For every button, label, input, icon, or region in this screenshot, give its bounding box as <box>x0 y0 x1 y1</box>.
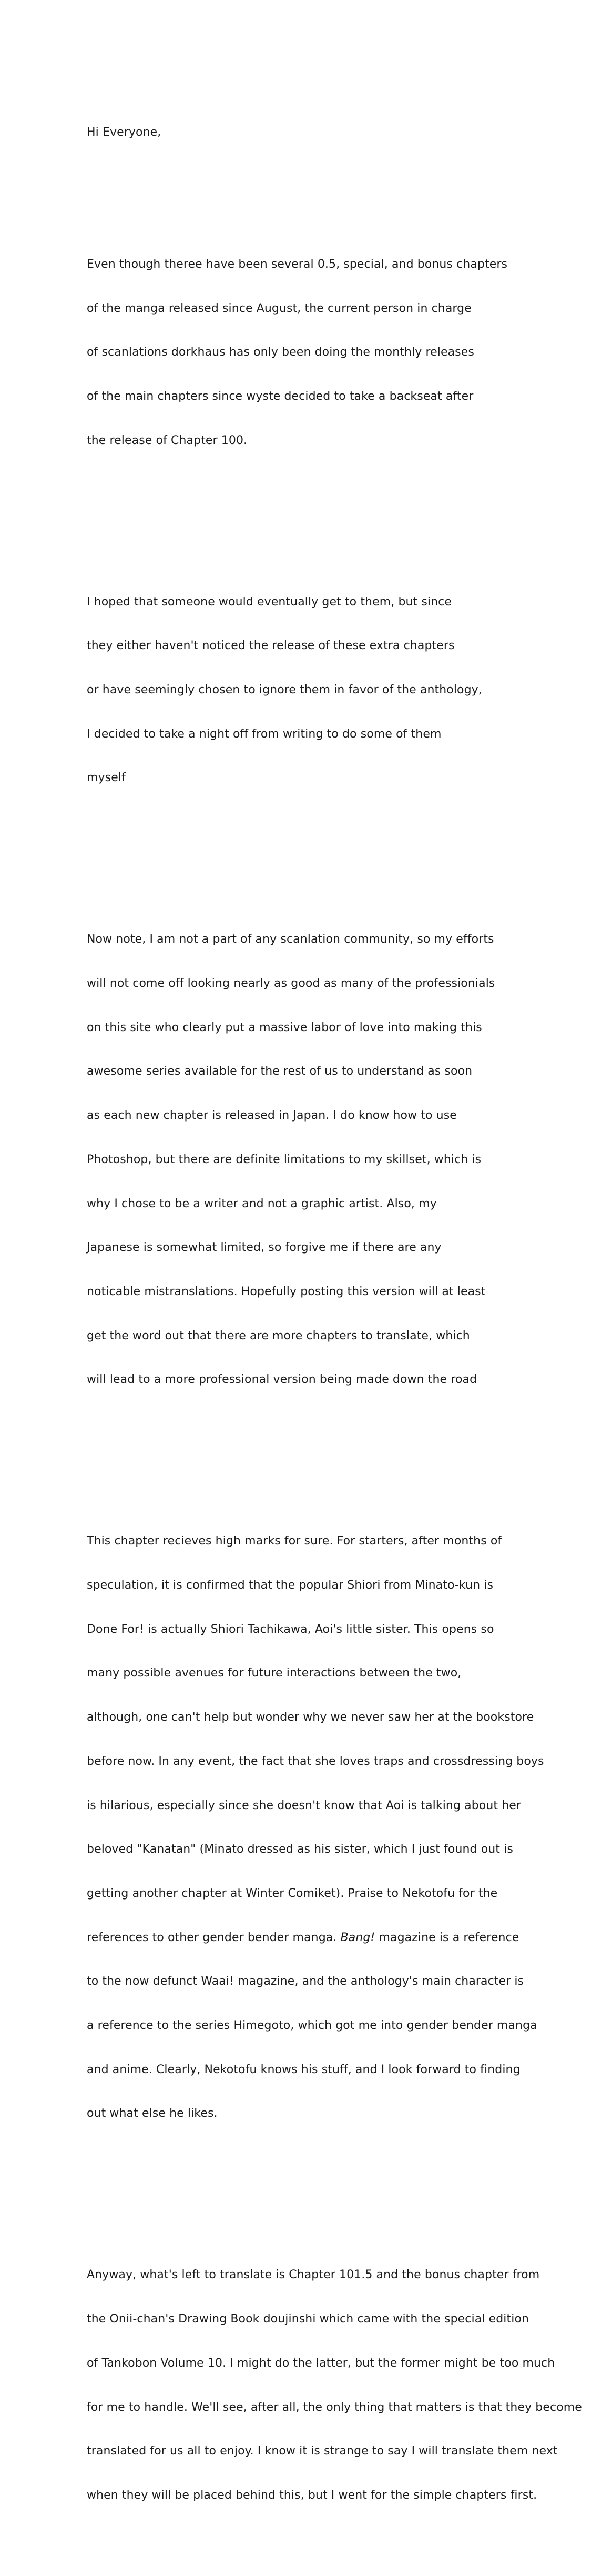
text-line: when they will be placed behind this, but I went for the simple chapters first. <box>87 2488 537 2502</box>
greeting: Hi Everyone, <box>87 125 161 139</box>
text-line: the Onii-chan's Drawing Book doujinshi which came with the special edition <box>87 2312 529 2326</box>
text-line: Anyway, what's left to translate is Chapter 101.5 and the bonus chapter from <box>87 2268 540 2282</box>
text-line: I hoped that someone would eventually get to them, but since <box>87 595 452 609</box>
paragraph-5 <box>87 2239 610 2532</box>
text-line: myself <box>87 771 126 785</box>
text-line: before now. In any event, the fact that she loves traps and crossdressing boys <box>87 1754 544 1768</box>
text-line: awesome series available for the rest of us to understand as soon <box>87 1065 473 1078</box>
text-line-with-italic <box>87 1931 610 1945</box>
magazine-title-italic: Bang! <box>340 1931 375 1944</box>
text-line: of the main chapters since wyste decided to take a backseat after <box>87 389 474 403</box>
text-fragment: references to other gender bender manga. <box>87 1931 341 1944</box>
text-line: This chapter recieves high marks for sure. For starters, after months of <box>87 1534 502 1548</box>
text-line: Done For! is actually Shiori Tachikawa, Aoi's little sister. This opens so <box>87 1622 494 1636</box>
text-line: and anime. Clearly, Nekotofu knows his stuff, and I look forward to finding <box>87 2063 521 2076</box>
text-line: a reference to the series Himegoto, which got me into gender bender manga <box>87 2019 537 2033</box>
paragraph-4 <box>87 1505 610 2151</box>
text-line: is hilarious, especially since she doesn't know that Aoi is talking about her <box>87 1799 522 1812</box>
paragraph-gap <box>87 2180 610 2195</box>
document-body <box>87 81 610 2576</box>
text-line: on this site who clearly put a massive labor of love into making this <box>87 1021 482 1034</box>
paragraph-gap <box>87 169 610 184</box>
text-line: Photoshop, but there are definite limitations to my skillset, which is <box>87 1153 482 1166</box>
text-line: Now note, I am not a part of any scanlation community, so my efforts <box>87 933 494 946</box>
text-line: to the now defunct Waai! magazine, and the anthology's main character is <box>87 1975 524 1988</box>
text-line: although, one can't help but wonder why we never saw her at the bookstore <box>87 1711 534 1724</box>
text-line: of Tankobon Volume 10. I might do the latter, but the former might be too much <box>87 2356 555 2370</box>
text-line: or have seemingly chosen to ignore them in favor of the anthology, <box>87 683 482 696</box>
paragraph-3 <box>87 903 610 1417</box>
paragraph-1 <box>87 228 610 477</box>
text-line: translated for us all to enjoy. I know it is strange to say I will translate them next <box>87 2444 558 2458</box>
text-fragment: magazine is a reference <box>375 1931 519 1944</box>
text-line: will lead to a more professional version being made down the road <box>87 1373 477 1387</box>
text-line: for me to handle. We'll see, after all, the only thing that matters is that they become <box>87 2400 582 2414</box>
text-line: beloved "Kanatan" (Minato dressed as his sister, which I just found out is <box>87 1843 513 1856</box>
text-line: Japanese is somewhat limited, so forgive me if there are any <box>87 1241 442 1255</box>
paragraph-2 <box>87 565 610 815</box>
text-line: will not come off looking nearly as good as many of the professionials <box>87 977 495 991</box>
text-line: get the word out that there are more chapters to translate, which <box>87 1329 470 1342</box>
paragraph-gap <box>87 507 610 521</box>
paragraph-gap <box>87 844 610 859</box>
text-line: of scanlations dorkhaus has only been doing the monthly releases <box>87 346 474 359</box>
text-line: out what else he likes. <box>87 2107 218 2120</box>
text-line: Even though theree have been several 0.5, special, and bonus chapters <box>87 257 508 271</box>
text-line: many possible avenues for future interactions between the two, <box>87 1666 462 1680</box>
text-line: noticable mistranslations. Hopefully posting this version will at least <box>87 1285 486 1298</box>
text-line: I decided to take a night off from writing to do some of them <box>87 727 442 741</box>
paragraph-gap <box>87 1446 610 1461</box>
text-line: why I chose to be a writer and not a graphic artist. Also, my <box>87 1197 437 1210</box>
text-line: they either haven't noticed the release of these extra chapters <box>87 639 455 653</box>
text-line: speculation, it is confirmed that the popular Shiori from Minato-kun is <box>87 1579 494 1592</box>
text-line: of the manga released since August, the current person in charge <box>87 301 472 315</box>
text-line: the release of Chapter 100. <box>87 433 248 447</box>
text-line: getting another chapter at Winter Comiket). Praise to Nekotofu for the <box>87 1886 498 1900</box>
text-line: as each new chapter is released in Japan. I do know how to use <box>87 1109 457 1123</box>
